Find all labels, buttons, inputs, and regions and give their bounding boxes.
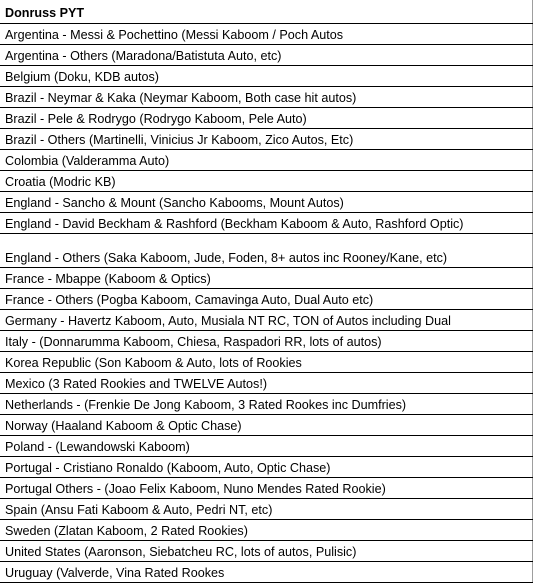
- table-row[interactable]: [0, 234, 533, 268]
- cell-text: Argentina - Messi & Pochettino (Messi Kaboom / Poch Autos: [5, 28, 344, 43]
- cell-text: Brazil - Pele & Rodrygo (Rodrygo Kaboom, Pele Auto): [5, 112, 307, 127]
- table-row[interactable]: [0, 213, 533, 234]
- cell-text: Croatia (Modric KB): [5, 175, 116, 190]
- cell-text: Colombia (Valderamma Auto): [5, 154, 170, 169]
- table-row[interactable]: [0, 562, 533, 583]
- cell-text: Norway (Haaland Kaboom & Optic Chase): [5, 419, 242, 434]
- table-row[interactable]: [0, 268, 533, 289]
- table-row[interactable]: [0, 87, 533, 108]
- table-row[interactable]: [0, 541, 533, 562]
- header-row[interactable]: [0, 0, 533, 24]
- cell-text: Portugal - Cristiano Ronaldo (Kaboom, Auto, Optic Chase): [5, 461, 331, 476]
- table-row[interactable]: [0, 192, 533, 213]
- table-row[interactable]: [0, 373, 533, 394]
- table-row[interactable]: [0, 436, 533, 457]
- table-row[interactable]: [0, 520, 533, 541]
- table-row[interactable]: [0, 499, 533, 520]
- table-row[interactable]: [0, 45, 533, 66]
- table-row[interactable]: [0, 457, 533, 478]
- table-row[interactable]: [0, 24, 533, 45]
- cell-text: Argentina - Others (Maradona/Batistuta Auto, etc): [5, 49, 282, 64]
- cell-text: Portugal Others - (Joao Felix Kaboom, Nuno Mendes Rated Rookie): [5, 482, 386, 497]
- header-label: Donruss PYT: [5, 6, 85, 21]
- cell-text: Poland - (Lewandowski Kaboom): [5, 440, 190, 455]
- cell-text: Netherlands - (Frenkie De Jong Kaboom, 3 Rated Rookes inc Dumfries): [5, 398, 407, 413]
- table-row[interactable]: [0, 171, 533, 192]
- cell-text: England - Sancho & Mount (Sancho Kabooms, Mount Autos): [5, 196, 344, 211]
- cell-text: Belgium (Doku, KDB autos): [5, 70, 159, 85]
- cell-text: Sweden (Zlatan Kaboom, 2 Rated Rookies): [5, 524, 248, 539]
- cell-text: Uruguay (Valverde, Vina Rated Rookes: [5, 566, 225, 581]
- table-row[interactable]: [0, 66, 533, 87]
- table-row[interactable]: [0, 352, 533, 373]
- cell-text: Spain (Ansu Fati Kaboom & Auto, Pedri NT, etc): [5, 503, 273, 518]
- cell-text: France - Mbappe (Kaboom & Optics): [5, 272, 211, 287]
- cell-text: France - Others (Pogba Kaboom, Camavinga Auto, Dual Auto etc): [5, 293, 374, 308]
- table-row[interactable]: [0, 415, 533, 436]
- table-row[interactable]: [0, 150, 533, 171]
- cell-text: Brazil - Neymar & Kaka (Neymar Kaboom, Both case hit autos): [5, 91, 357, 106]
- table-row[interactable]: [0, 129, 533, 150]
- table-row[interactable]: [0, 331, 533, 352]
- cell-text: Brazil - Others (Martinelli, Vinicius Jr Kaboom, Zico Autos, Etc): [5, 133, 354, 148]
- cell-text: United States (Aaronson, Siebatcheu RC, lots of autos, Pulisic): [5, 545, 357, 560]
- cell-text: Italy - (Donnarumma Kaboom, Chiesa, Raspadori RR, lots of autos): [5, 335, 382, 350]
- cell-text: Germany - Havertz Kaboom, Auto, Musiala NT RC, TON of Autos including Dual: [5, 314, 451, 329]
- cell-text: Korea Republic (Son Kaboom & Auto, lots of Rookies: [5, 356, 302, 371]
- cell-text: England - Others (Saka Kaboom, Jude, Foden, 8+ autos inc Rooney/Kane, etc): [5, 251, 448, 266]
- cell-text: Mexico (3 Rated Rookies and TWELVE Autos!): [5, 377, 268, 392]
- table-row[interactable]: [0, 108, 533, 129]
- table-row[interactable]: [0, 394, 533, 415]
- table-row[interactable]: [0, 310, 533, 331]
- table-row[interactable]: [0, 478, 533, 499]
- cell-text: England - David Beckham & Rashford (Beckham Kaboom & Auto, Rashford Optic): [5, 217, 464, 232]
- table-row[interactable]: [0, 289, 533, 310]
